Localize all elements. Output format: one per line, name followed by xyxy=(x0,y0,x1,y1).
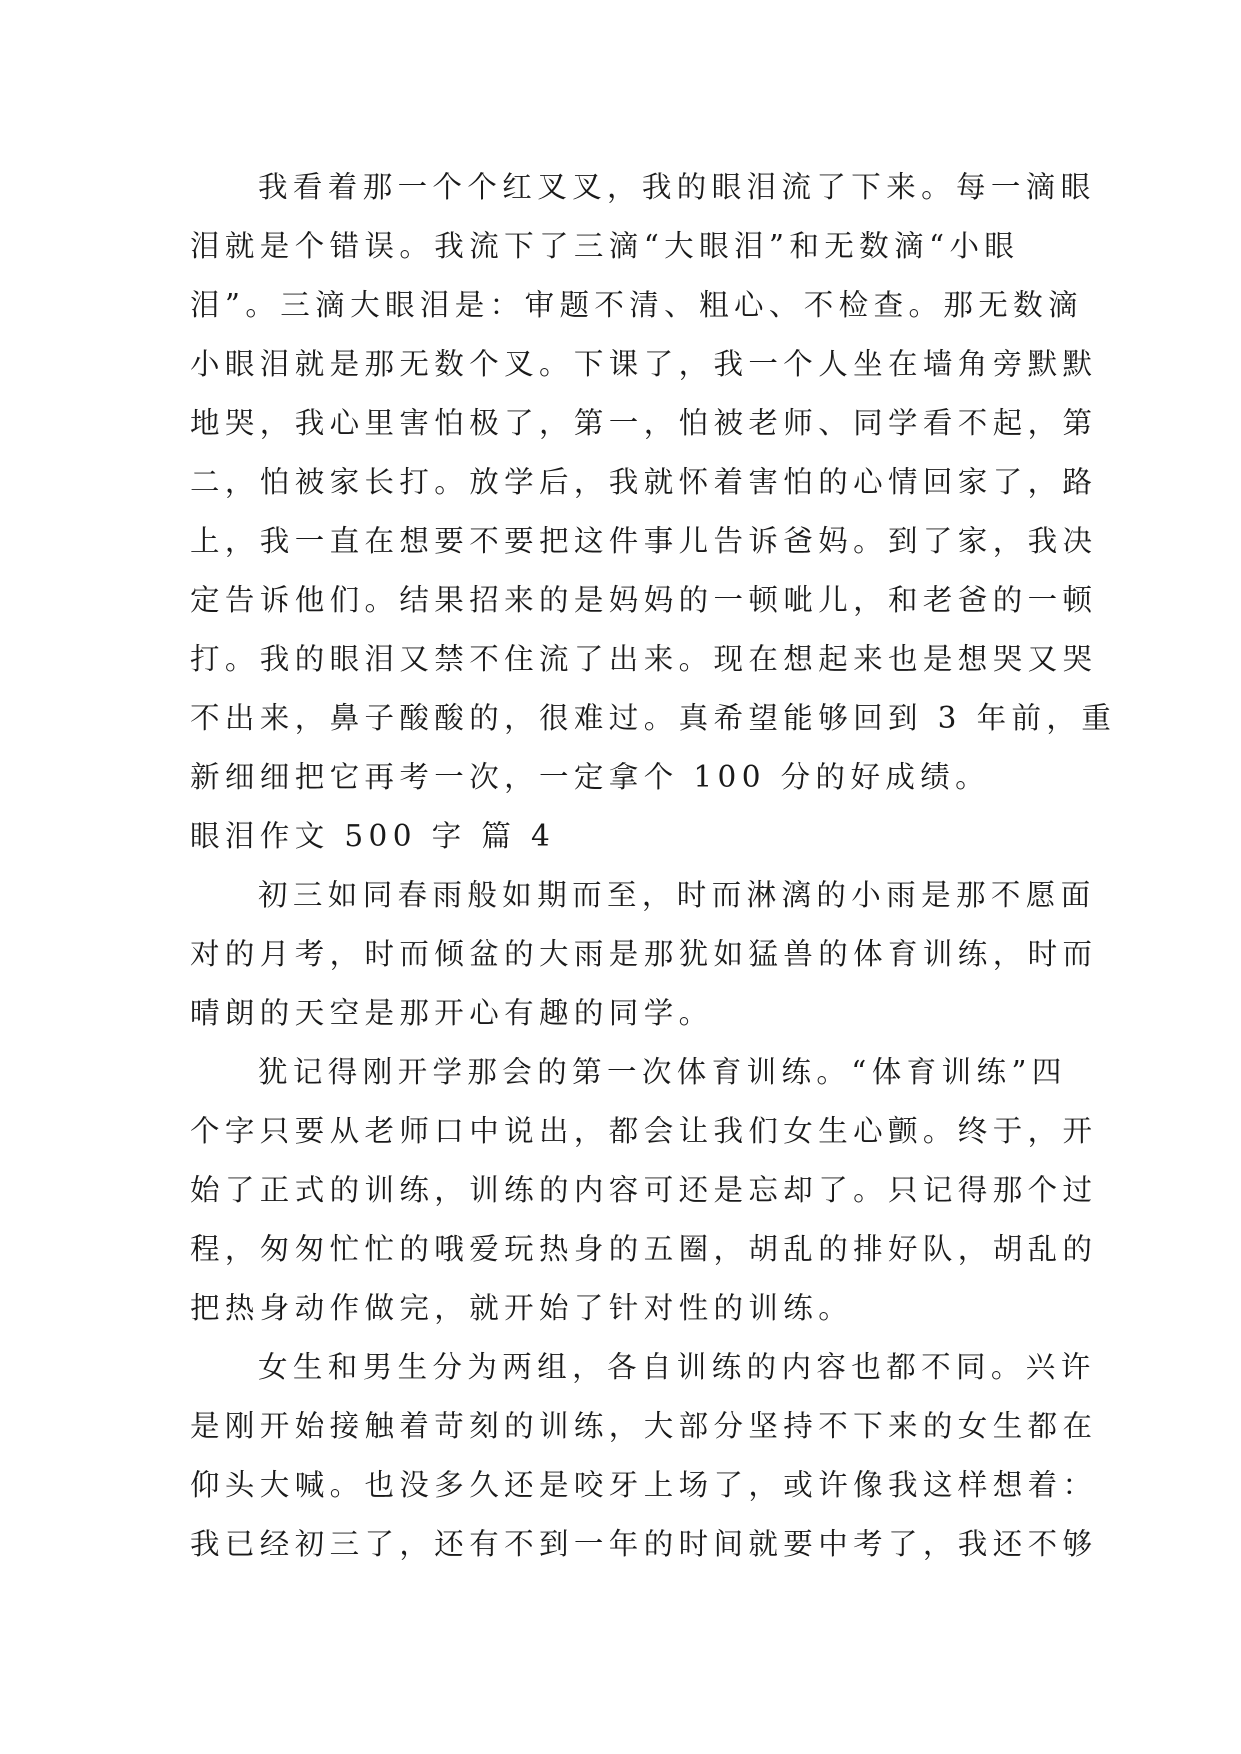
section-heading: 眼泪作文 500 字 篇 4 xyxy=(190,819,556,853)
text-line: 泪”。三滴大眼泪是：审题不清、粗心、不检查。那无数滴 xyxy=(190,288,1083,322)
paragraph-first-line: 我看着那一个个红叉叉，我的眼泪流了下来。每一滴眼 xyxy=(258,170,1096,204)
text-line: 把热身动作做完，就开始了针对性的训练。 xyxy=(190,1291,854,1325)
text-line: 不出来，鼻子酸酸的，很难过。真希望能够回到 3 年前，重 xyxy=(190,701,1117,735)
text-line: 泪就是个错误。我流下了三滴“大眼泪”和无数滴“小眼 xyxy=(190,229,1020,263)
text-line: 小眼泪就是那无数个叉。下课了，我一个人坐在墙角旁默默 xyxy=(190,347,1098,381)
text-line: 新细细把它再考一次，一定拿个 100 分的好成绩。 xyxy=(190,760,991,794)
text-line: 始了正式的训练，训练的内容可还是忘却了。只记得那个过 xyxy=(190,1173,1098,1207)
text-line: 打。我的眼泪又禁不住流了出来。现在想起来也是想哭又哭 xyxy=(190,642,1098,676)
text-line: 二，怕被家长打。放学后，我就怀着害怕的心情回家了，路 xyxy=(190,465,1098,499)
text-line: 仰头大喊。也没多久还是咬牙上场了，或许像我这样想着： xyxy=(190,1468,1098,1502)
paragraph-first-line: 初三如同春雨般如期而至，时而淋漓的小雨是那不愿面 xyxy=(258,878,1096,912)
text-line: 我已经初三了，还有不到一年的时间就要中考了，我还不够 xyxy=(190,1527,1098,1561)
document-body xyxy=(190,158,1117,1574)
paragraph-first-line: 女生和男生分为两组，各自训练的内容也都不同。兴许 xyxy=(258,1350,1096,1384)
paragraph-first-line: 犹记得刚开学那会的第一次体育训练。“体育训练”四 xyxy=(258,1055,1067,1089)
text-line: 程，匆匆忙忙的哦爱玩热身的五圈，胡乱的排好队，胡乱的 xyxy=(190,1232,1098,1266)
text-line: 上，我一直在想要不要把这件事儿告诉爸妈。到了家，我决 xyxy=(190,524,1098,558)
text-line: 对的月考，时而倾盆的大雨是那犹如猛兽的体育训练，时而 xyxy=(190,937,1098,971)
text-line: 定告诉他们。结果招来的是妈妈的一顿呲儿，和老爸的一顿 xyxy=(190,583,1098,617)
text-line: 个字只要从老师口中说出，都会让我们女生心颤。终于，开 xyxy=(190,1114,1098,1148)
text-line: 是刚开始接触着苛刻的训练，大部分坚持不下来的女生都在 xyxy=(190,1409,1098,1443)
text-line: 晴朗的天空是那开心有趣的同学。 xyxy=(190,996,714,1030)
text-line: 地哭，我心里害怕极了，第一，怕被老师、同学看不起，第 xyxy=(190,406,1098,440)
